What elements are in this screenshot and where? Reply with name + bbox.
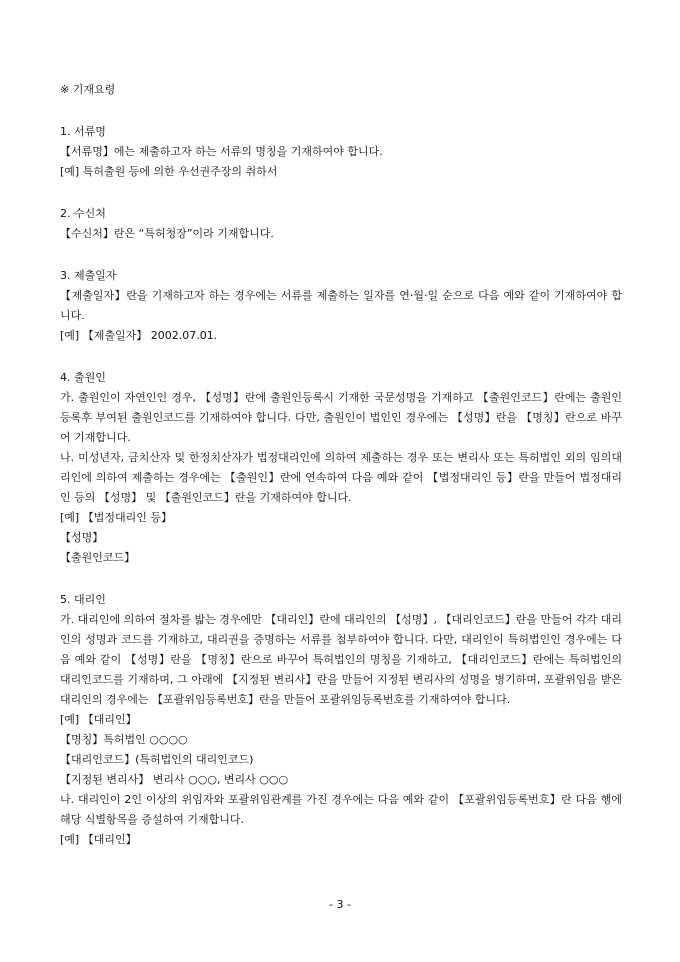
example-line: 【출원인코드】	[60, 551, 136, 564]
section-submission-date	[60, 266, 622, 346]
example-line: [예] 【대리인】	[60, 833, 137, 846]
document-body	[60, 80, 622, 850]
section-heading: 2. 수신처	[60, 207, 106, 220]
example-line: 【명칭】특허법인 ○○○○	[60, 733, 188, 746]
section-heading: 4. 출원인	[60, 371, 106, 384]
page-number: - 3 -	[329, 898, 351, 911]
paragraph: 【제출일자】란을 기재하고자 하는 경우에는 서류를 제출하는 일자를 연·월·일 순으로 다음 예와 같이 기재하여야 합니다.	[60, 289, 622, 322]
example-line: 【성명】	[60, 531, 104, 544]
section-applicant	[60, 368, 622, 568]
example-line: [예] 【제출일자】 2002.07.01.	[60, 329, 218, 342]
section-recipient	[60, 204, 622, 244]
example-line: 【지정된 변리사】 변리사 ○○○, 변리사 ○○○	[60, 773, 289, 786]
example-line: [예] 【대리인】	[60, 713, 137, 726]
paragraph: 【수신처】란은 “특허청장”이라 기재합니다.	[60, 227, 274, 240]
page-title: ※ 기재요령	[60, 83, 116, 96]
paragraph: 나. 미성년자, 금치산자 및 한정치산자가 법정대리인에 의하여 제출하는 경우 또는 변리사 또는 특허법인 외의 임의대리인에 의하여 제출하는 경우에는 【출원인】란에 연속하여 다음 예와 같이 【법정대리인 등】란을 만들어 법정대리인 등의 【성명】 및 【출원인코드】란을 기재하여야 합니다.	[60, 451, 622, 504]
section-heading: 5. 대리인	[60, 593, 106, 606]
section-agent	[60, 590, 622, 850]
example-line: [예] 특허출원 등에 의한 우선권주장의 취하서	[60, 165, 278, 178]
paragraph: 가. 출원인이 자연인인 경우, 【성명】란에 출원인등록시 기재한 국문성명을 기재하고 【출원인코드】란에는 출원인등록후 부여된 출원인코드를 기재하여야 합니다. 다만, 출원인이 법인인 경우에는 【성명】란을 【명칭】란으로 바꾸어 기재합니다.	[60, 391, 622, 444]
section-heading: 1. 서류명	[60, 125, 106, 138]
paragraph: 【서류명】에는 제출하고자 하는 서류의 명칭을 기재하여야 합니다.	[60, 145, 383, 158]
example-line: [예] 【법정대리인 등】	[60, 511, 172, 524]
section-document-name	[60, 122, 622, 182]
paragraph: 가. 대리인에 의하여 절차를 밟는 경우에만 【대리인】란에 대리인의 【성명】, 【대리인코드】란을 만들어 각각 대리인의 성명과 코드를 기재하고, 대리권을 증명하는 서류를 첨부하여야 합니다. 다만, 대리인이 특허법인인 경우에는 다음 예와 같이 【성명】란을 【명칭】란으로 바꾸어 특허법인의 명칭을 기재하고, 【대리인코드】란에는 특허법인의 대리인코드를 기재하며, 그 아래에 【지정된 변리사】란을 만들어 지정된 변리사의 성명을 병기하며, 포괄위임을 받은 대리인의 경우에는 【포괄위임등록번호】란을 만들어 포괄위임등록번호를 기재하여야 합니다.	[60, 613, 622, 706]
paragraph: 나. 대리인이 2인 이상의 위임자와 포괄위임관계를 가진 경우에는 다음 예와 같이 【포괄위임등록번호】란 다음 행에 해당 식별항목을 증설하여 기재합니다.	[60, 793, 622, 826]
example-line: 【대리인코드】(특허법인의 대리인코드)	[60, 753, 254, 766]
section-heading: 3. 제출일자	[60, 269, 117, 282]
